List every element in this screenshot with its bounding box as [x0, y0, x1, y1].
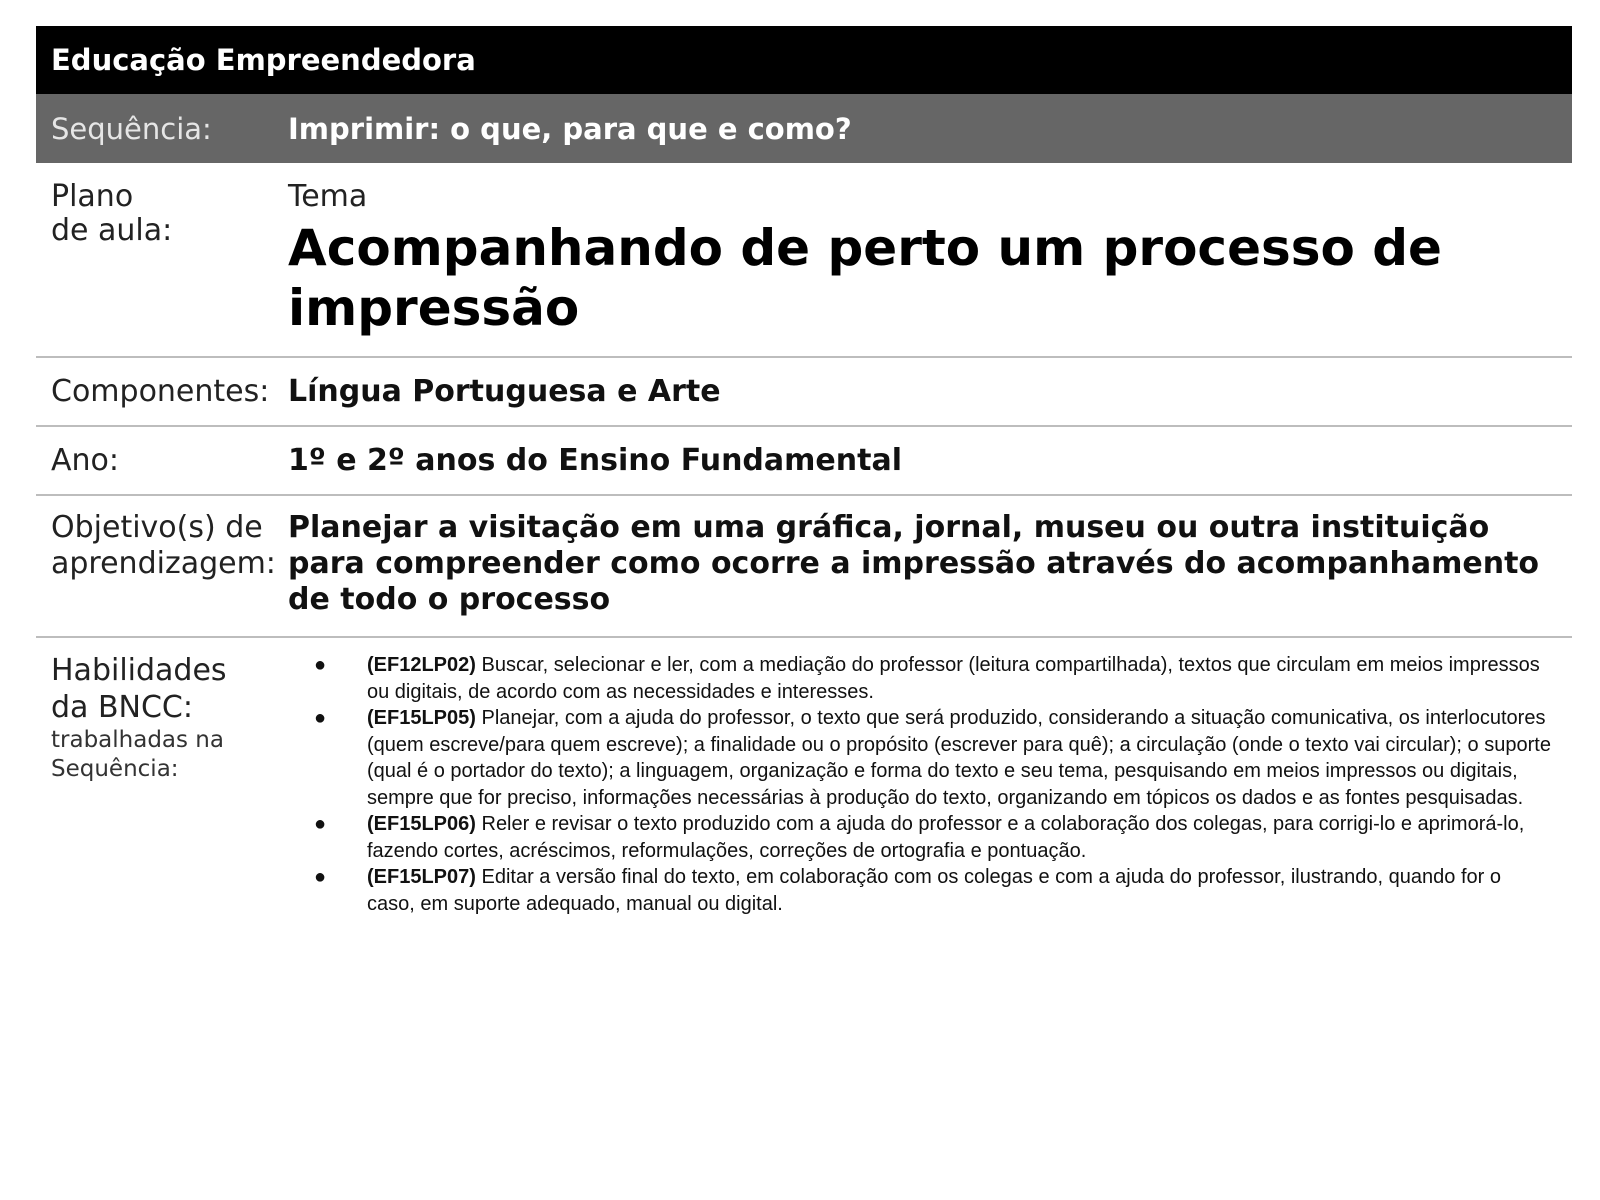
plan-label — [36, 180, 288, 356]
skills-label — [36, 652, 288, 917]
skills-label-line1: Habilidades — [51, 653, 227, 688]
sequence-value: Imprimir: o que, para que e como? — [288, 111, 852, 146]
components-value: Língua Portuguesa e Arte — [288, 374, 721, 409]
header-title: Educação Empreendedora — [51, 43, 476, 77]
skill-text: Planejar, com a ajuda do professor, o texto que será produzido, considerando a situação comunicativa, os interlocutores (quem escreve/para quem escreve); a finalidade ou o propósito (escrever para quê); a circulação (onde o texto vai circular); o suporte (qual é o portador do texto); a linguagem, organização e forma do texto e seu tema, pesquisando em meios impressos ou digitais, sempre que for preciso, informações necessárias à produção do texto, organizando em tópicos os dados e as fontes pesquisadas. — [367, 707, 1551, 809]
skills-sub-line1: trabalhadas na — [51, 727, 224, 753]
bullet-icon: ● — [314, 654, 327, 676]
sequence-row — [36, 94, 1572, 163]
bullet-icon: ● — [314, 707, 327, 729]
header-banner — [36, 26, 1572, 94]
theme-label: Tema — [288, 179, 368, 214]
skill-code: (EF15LP05) — [367, 707, 476, 729]
year-value: 1º e 2º anos do Ensino Fundamental — [288, 443, 902, 478]
lesson-plan-sheet — [36, 26, 1572, 917]
skill-code: (EF12LP02) — [367, 654, 476, 676]
objectives-label-line2: aprendizagem: — [51, 546, 276, 581]
objectives-value: Planejar a visitação em uma gráfica, jornal, museu ou outra instituição para compreender como ocorre a impressão através do acompanhamento de todo o processo — [288, 510, 1540, 617]
plan-row — [36, 163, 1572, 358]
year-row — [36, 427, 1572, 496]
skill-item — [288, 652, 1552, 705]
theme-title: Acompanhando de perto um processo de impressão — [288, 219, 1442, 337]
skill-item — [288, 705, 1552, 811]
skill-item — [288, 811, 1552, 864]
skills-row — [36, 638, 1572, 917]
plan-value — [288, 180, 1572, 356]
sequence-label: Sequência: — [51, 111, 212, 146]
skill-code: (EF15LP07) — [367, 866, 476, 888]
objectives-label-line1: Objetivo(s) de — [51, 510, 263, 545]
components-label: Componentes: — [51, 373, 270, 409]
objectives-label — [36, 510, 288, 636]
skills-label-line2: da BNCC: — [51, 690, 193, 725]
bullet-icon: ● — [314, 866, 327, 888]
skills-list — [288, 652, 1552, 917]
plan-label-line2: de aula: — [51, 213, 173, 248]
objectives-row — [36, 496, 1572, 638]
skill-text: Buscar, selecionar e ler, com a mediação do professor (leitura compartilhada), textos que circulam em meios impressos ou digitais, de acordo com as necessidades e interesses. — [367, 654, 1540, 703]
skill-code: (EF15LP06) — [367, 813, 476, 835]
bullet-icon: ● — [314, 813, 327, 835]
skills-sub-line2: Sequência: — [51, 756, 179, 782]
year-label: Ano: — [51, 442, 119, 478]
skill-text: Editar a versão final do texto, em colaboração com os colegas e com a ajuda do professor, ilustrando, quando for o caso, em suporte adequado, manual ou digital. — [367, 866, 1501, 915]
skill-item — [288, 864, 1552, 917]
skill-text: Reler e revisar o texto produzido com a ajuda do professor e a colaboração dos colegas, para corrigi-lo e aprimorá-lo, fazendo cortes, acréscimos, reformulações, correções de ortografia e pontuação. — [367, 813, 1525, 862]
plan-label-line1: Plano — [51, 179, 134, 214]
skills-value — [288, 652, 1572, 917]
components-row — [36, 358, 1572, 427]
